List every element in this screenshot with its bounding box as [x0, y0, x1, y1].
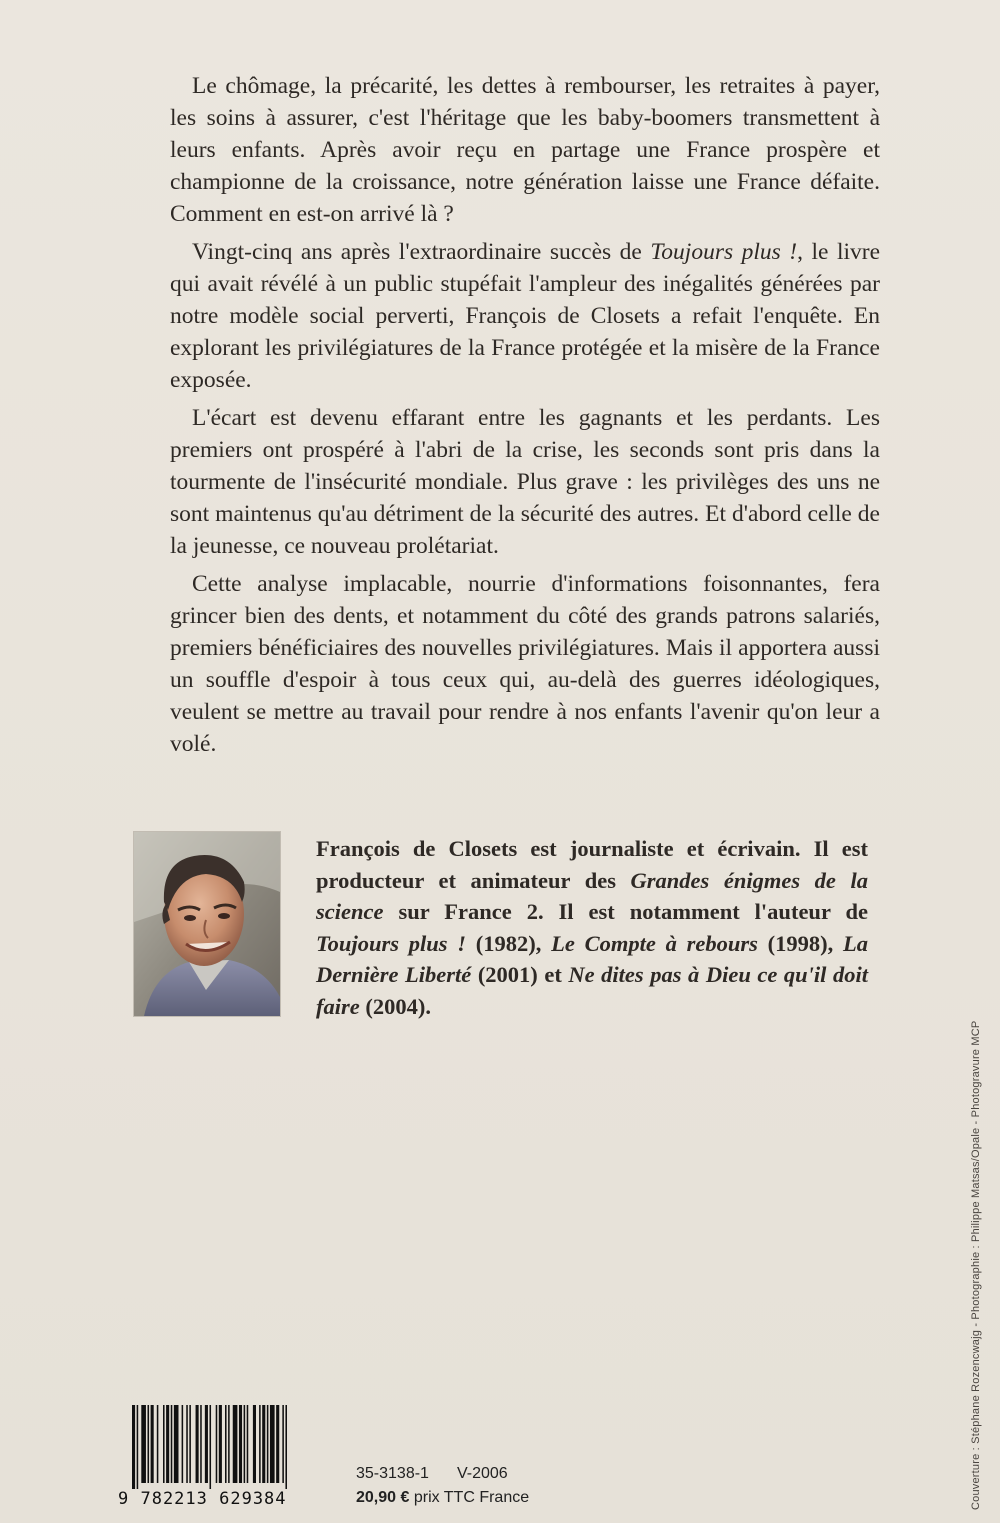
author-photo — [134, 832, 280, 1016]
barcode-bars — [118, 1405, 348, 1489]
barcode-bar — [247, 1405, 249, 1483]
bio-text: (2004). — [359, 993, 431, 1019]
book-codes — [356, 1465, 529, 1507]
barcode-bar — [244, 1405, 246, 1483]
barcode-bar — [157, 1405, 159, 1483]
blurb-paragraph-3: L'écart est devenu effarant entre les gagnants et les perdants. Les premiers ont prospéré à l'abri de la crise, les seconds sont pris dans la tourmente de l'insécurité mondiale. Plus grave : les privilèges des uns ne sont maintenus qu'au détriment de la sécurité des autres. Et d'abord celle de la jeunesse, ce nouveau prolétariat. — [170, 405, 880, 559]
barcode-bar — [196, 1405, 199, 1483]
bio-text: (1982), — [466, 930, 552, 956]
barcode-bar — [228, 1405, 230, 1483]
barcode-bar — [253, 1405, 256, 1483]
blurb-text: Vingt-cinq ans après l'extraordinaire succès de — [192, 239, 651, 265]
author-biography — [316, 833, 868, 1022]
reference-code: 35-3138-1 — [356, 1465, 429, 1482]
barcode-bar — [285, 1405, 287, 1489]
price: 20,90 € — [356, 1489, 410, 1506]
book-title-italic: Toujours plus ! — [650, 239, 798, 265]
bio-title-italic: Le Compte à rebours — [551, 930, 758, 956]
barcode-bar — [189, 1405, 191, 1483]
barcode-bar — [233, 1405, 238, 1483]
barcode-bar — [270, 1405, 275, 1483]
barcode-bar — [205, 1405, 208, 1483]
cover-credits: Couverture : Stéphane Rozencwajg - Photographie : Philippe Matsas/Opale - Photogravure MCP — [970, 1020, 982, 1510]
barcode-bar — [282, 1405, 284, 1483]
price-note: prix TTC France — [413, 1489, 530, 1506]
version-code: V-2006 — [456, 1465, 508, 1482]
bio-title-italic: La Dernière Liberté — [316, 930, 868, 987]
bio-title-italic: Grandes énigmes de la science — [316, 867, 868, 924]
blurb-paragraph-1: Le chômage, la précarité, les dettes à rembourser, les retraites à payer, les soins à assurer, c'est l'héritage que les baby-boomers transmettent à leurs enfants. Après avoir reçu en partage une France prospère et championne de la croissance, notre génération laisse une France défaite. Comment en est-on arrivé là ? — [170, 73, 880, 227]
barcode-bar — [171, 1405, 173, 1483]
barcode-bar — [219, 1405, 222, 1483]
blurb-text: , le livre qui avait révélé à un public stupéfait l'ampleur des inégalités générées par notre modèle social perverti, François de Closets a refait l'enquête. En explorant les privilégiatures de la France protégée et la misère de la France exposée. — [170, 239, 881, 393]
bio-title-italic: Toujours plus ! — [316, 930, 466, 956]
bio-text: (1998), — [757, 930, 843, 956]
bio-title-italic: Ne dites pas à Dieu ce qu'il doit faire — [316, 962, 868, 1019]
back-cover-blurb — [170, 70, 880, 766]
barcode-bar — [182, 1405, 184, 1483]
bio-text: sur France 2. Il est notamment l'auteur de — [383, 899, 868, 924]
barcode-digits: 9 782213 629384 — [118, 1489, 287, 1509]
barcode-bar — [216, 1405, 218, 1483]
barcode-bar — [148, 1405, 150, 1483]
author-portrait-image — [134, 832, 280, 1016]
barcode-bar — [141, 1405, 146, 1483]
barcode-bar — [259, 1405, 261, 1483]
barcode-bar — [137, 1405, 139, 1489]
barcode-bar — [163, 1405, 165, 1483]
bio-text: François de Closets est journaliste et écrivain. Il est producteur et animateur des — [316, 836, 868, 893]
barcode-bar — [239, 1405, 242, 1483]
blurb-paragraph-2 — [170, 236, 880, 396]
barcode-bar — [267, 1405, 269, 1483]
barcode-bar — [166, 1405, 169, 1483]
barcode-bar — [276, 1405, 279, 1483]
barcode-bar — [174, 1405, 179, 1483]
barcode-bar — [200, 1405, 202, 1483]
isbn-barcode — [118, 1405, 348, 1517]
barcode-bar — [151, 1405, 154, 1483]
barcode-bar — [132, 1405, 135, 1489]
barcode-bar — [186, 1405, 188, 1483]
blurb-paragraph-4: Cette analyse implacable, nourrie d'informations foisonnantes, fera grincer bien des dents, et notamment du côté des grands patrons salariés, premiers bénéficiaires des nouvelles privilégiatures. Mais il apportera aussi un souffle d'espoir à tous ceux qui, au-delà des guerres idéologiques, veulent se mettre au travail pour rendre à nos enfants l'avenir qu'on leur a volé. — [170, 571, 880, 757]
barcode-bar — [262, 1405, 265, 1483]
barcode-bar — [210, 1405, 212, 1489]
bio-text: (2001) et — [471, 962, 569, 987]
barcode-bar — [225, 1405, 227, 1483]
